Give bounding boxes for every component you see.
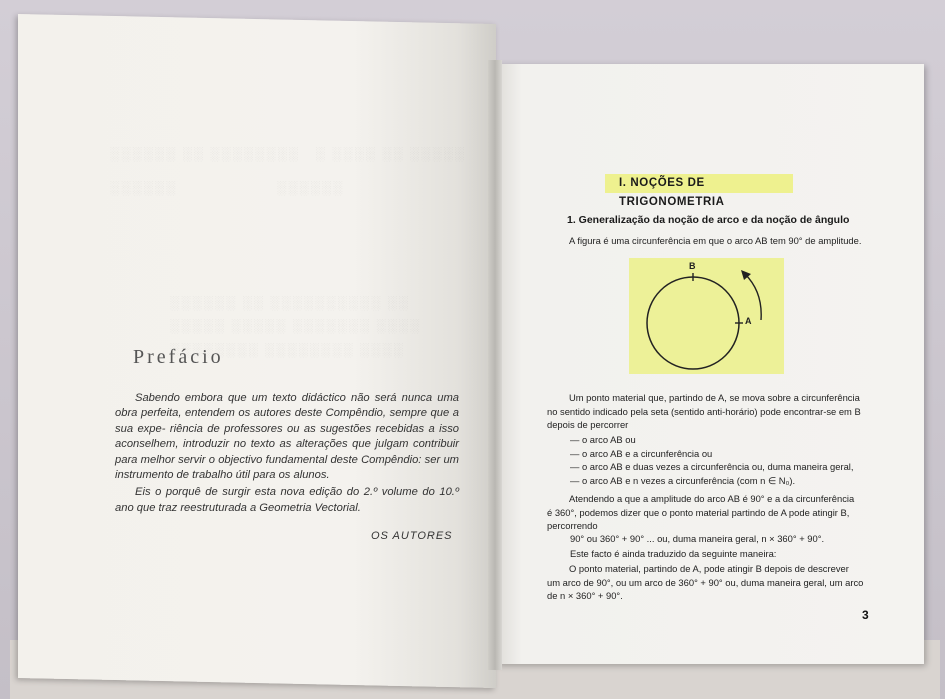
arc-list [570, 433, 853, 487]
text-line: Sabendo embora que um texto didáctico não será nunca uma obra [115, 392, 459, 420]
text-line: objectivo fundamental deste Compêndio: ser um instrumento de trabalho [115, 453, 460, 482]
text-line: introduzir no texto as alterações que julgam contribuir para melhor servir o [115, 438, 459, 466]
paragraph-4 [547, 562, 863, 603]
text-line: Um ponto material que, partindo de A, se mova sobre a circunferência [569, 392, 860, 403]
text-line: Atendendo a que a amplitude do arco AB é 90° e a da circunferência [569, 493, 855, 504]
page-number: 3 [862, 608, 869, 622]
chapter-title: I. NOÇÕES DE TRIGONOMETRIA [605, 174, 793, 193]
preface-title: Prefácio [133, 346, 224, 368]
paragraph-1 [547, 391, 861, 432]
text-line: de n × 360° + 90°. [547, 590, 623, 602]
text-line: percorrendo [547, 520, 598, 532]
text-line: é 360°, podemos dizer que o ponto material partindo de A pode atingir B, [547, 506, 850, 518]
direction-arrow-arc [745, 274, 761, 320]
text-line: útil para os alunos. [235, 469, 330, 482]
label-a: A [745, 316, 752, 326]
preface-body [115, 391, 459, 516]
text-line: no sentido indicado pela seta (sentido anti-horário) pode encontrar-se em B [547, 405, 861, 417]
circumference [647, 277, 739, 369]
show-through-text: ░░░░░░ ░░ ░░░░░░░░ ░ ░░░░ ░░ ░░░░░ [110, 146, 466, 161]
formula: 90° ou 360° + 90° ... ou, duma maneira geral, n × 360° + 90°. [570, 533, 825, 544]
preface-paragraph [115, 391, 459, 483]
list-item: — o arco AB e a circunferência ou [570, 447, 713, 459]
text-line: perfeita, entendem os autores deste Compêndio, sempre que a sua expe- [115, 407, 459, 435]
paragraph-3: Este facto é ainda traduzido da seguinte maneira: [570, 548, 777, 559]
show-through-text: ░░░░░ ░░░░░ ░░░░░░░ ░░░░ [170, 318, 422, 333]
list-item: — o arco AB ou [570, 434, 636, 445]
list-item: — o arco AB e duas vezes a circunferência ou, duma maneira geral, [570, 461, 854, 473]
text-line: Eis o porquê de surgir esta nova edição do 2.º volume do 10.º ano [115, 486, 459, 514]
label-b: B [689, 261, 696, 271]
circle-figure [629, 258, 784, 374]
text-line: um arco de 90°, ou um arco de 360° + 90° ou, duma maneira geral, um arco [547, 576, 864, 588]
paragraph-2 [547, 492, 854, 533]
circle-diagram [629, 258, 784, 374]
show-through-text: ░░░░░░ ░░ ░░░░░░░░░░ ░░ [170, 295, 410, 310]
text-line: que traz reestruturada a Geometria Vectorial. [136, 501, 361, 514]
text-line: depois de percorrer [547, 419, 629, 431]
book-spine [488, 60, 502, 670]
preface-paragraph [115, 485, 459, 516]
text-line: O ponto material, partindo de A, pode atingir B depois de descrever [569, 563, 849, 574]
show-through-text: ░░░░░░░░ ░░░░░░░░ ░░░░ [170, 342, 405, 357]
list-item: — o arco AB e n vezes a circunferência (com n ∈ N₀). [570, 474, 796, 486]
preface-signature: OS AUTORES [371, 530, 453, 542]
section-title: 1. Generalização da noção de arco e da noção de ângulo [567, 214, 850, 226]
show-through-text: ░░░░░░ ░░░░░░ [110, 180, 345, 195]
text-line: riência de professores ou as sugestões recebidas a isso aconselhem, [115, 422, 460, 451]
intro-text: A figura é uma circunferência em que o arco AB tem 90° de amplitude. [569, 235, 862, 246]
